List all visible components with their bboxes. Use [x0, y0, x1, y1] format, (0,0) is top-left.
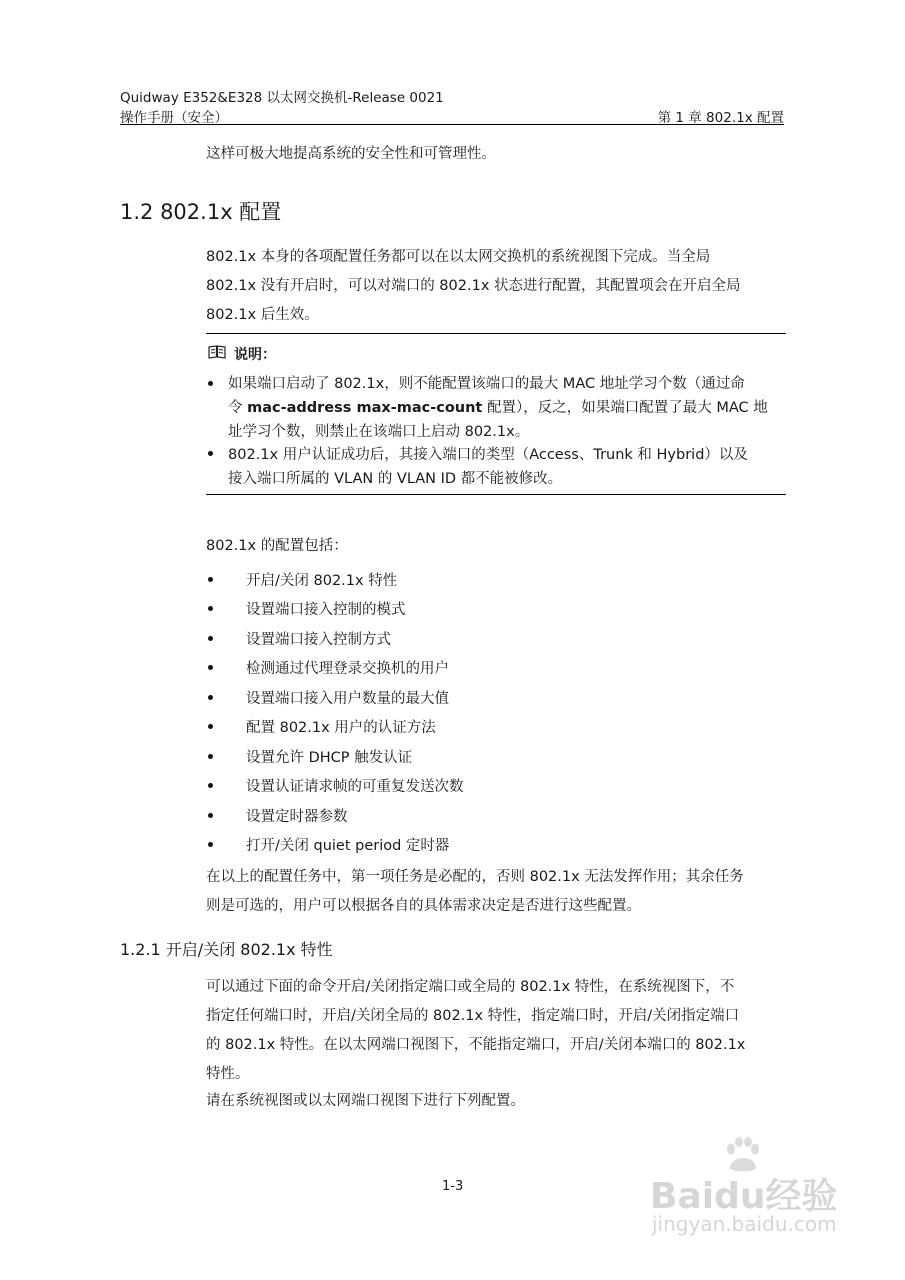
list-item: 设置端口接入用户数量的最大值	[246, 691, 449, 707]
paragraph-line: 则是可选的，用户可以根据各自的具体需求决定是否进行这些配置。	[206, 898, 641, 914]
header-chapter: 第 1 章 802.1x 配置	[657, 110, 784, 126]
command-name: mac-address max-mac-count	[247, 400, 483, 416]
header-manual: 操作手册（安全）	[120, 110, 228, 126]
list-bullet	[208, 636, 213, 641]
paragraph-line: 的 802.1x 特性。在以太网端口视图下，不能指定端口，开启/关闭本端口的 802.1x	[206, 1037, 746, 1053]
list-bullet	[208, 813, 213, 818]
list-bullet	[208, 695, 213, 700]
paragraph-line: 指定任何端口时，开启/关闭全局的 802.1x 特性，指定端口时，开启/关闭指定端口	[206, 1008, 740, 1024]
subsection-title: 1.2.1 开启/关闭 802.1x 特性	[120, 940, 333, 959]
paragraph-line: 802.1x 本身的各项配置任务都可以在以太网交换机的系统视图下完成。当全局	[206, 249, 711, 265]
note-item1-line3: 址学习个数，则禁止在该端口上启动 802.1x。	[228, 424, 530, 440]
watermark-logo: Baidu经验	[650, 1176, 838, 1217]
note-top-rule	[206, 333, 786, 334]
note-item2-line2: 接入端口所属的 VLAN 的 VLAN ID 都不能被修改。	[228, 471, 563, 487]
watermark-url: jingyan.baidu.com	[652, 1212, 837, 1236]
paragraph-line: 在以上的配置任务中，第一项任务是必配的，否则 802.1x 无法发挥作用；其余任务	[206, 869, 744, 885]
paragraph-line: 特性。	[206, 1066, 250, 1082]
list-item: 配置 802.1x 用户的认证方法	[246, 720, 436, 736]
note-bullet	[208, 381, 213, 386]
list-bullet	[208, 724, 213, 729]
list-bullet	[208, 606, 213, 611]
list-bullet	[208, 754, 213, 759]
list-bullet	[208, 665, 213, 670]
list-item: 设置允许 DHCP 触发认证	[246, 750, 413, 766]
list-item: 设置端口接入控制方式	[246, 632, 391, 648]
list-item: 打开/关闭 quiet period 定时器	[246, 838, 450, 854]
note-item2-line1: 802.1x 用户认证成功后，其接入端口的类型（Access、Trunk 和 Hybrid）以及	[228, 447, 748, 463]
intro-line: 这样可极大地提高系统的安全性和可管理性。	[206, 146, 496, 162]
page-number: 1-3	[442, 1179, 464, 1194]
header-rule	[120, 124, 784, 125]
header-title: Quidway E352&E328 以太网交换机-Release 0021	[120, 90, 444, 106]
list-bullet	[208, 842, 213, 847]
list-item: 检测通过代理登录交换机的用户	[246, 661, 449, 677]
note-label: 说明：	[234, 347, 276, 363]
list-item: 开启/关闭 802.1x 特性	[246, 573, 398, 589]
list-bullet	[208, 783, 213, 788]
note-bullet	[208, 451, 213, 456]
paragraph-line: 802.1x 后生效。	[206, 307, 319, 323]
subsection-closing: 请在系统视图或以太网端口视图下进行下列配置。	[206, 1093, 525, 1109]
paragraph-line: 802.1x 没有开启时，可以对端口的 802.1x 状态进行配置，其配置项会在开启全局	[206, 278, 741, 294]
paragraph-line: 可以通过下面的命令开启/关闭指定端口或全局的 802.1x 特性，在系统视图下，不	[206, 979, 735, 995]
section-paragraph	[206, 243, 786, 330]
list-bullet	[208, 577, 213, 582]
subsection-paragraph	[206, 973, 786, 1089]
section-title: 1.2 802.1x 配置	[120, 200, 282, 224]
note-bottom-rule	[206, 494, 786, 495]
note-item1-line1: 如果端口启动了 802.1x，则不能配置该端口的最大 MAC 地址学习个数（通过命	[228, 376, 745, 392]
config-intro: 802.1x 的配置包括：	[206, 538, 348, 554]
list-item: 设置端口接入控制的模式	[246, 602, 406, 618]
list-item: 设置定时器参数	[246, 809, 348, 825]
list-item: 设置认证请求帧的可重复发送次数	[246, 779, 464, 795]
note-item1-line2: 令 mac-address max-mac-count 配置），反之，如果端口配置了最大 MAC 地	[228, 400, 768, 416]
book-icon	[208, 344, 226, 363]
summary-paragraph	[206, 863, 786, 921]
